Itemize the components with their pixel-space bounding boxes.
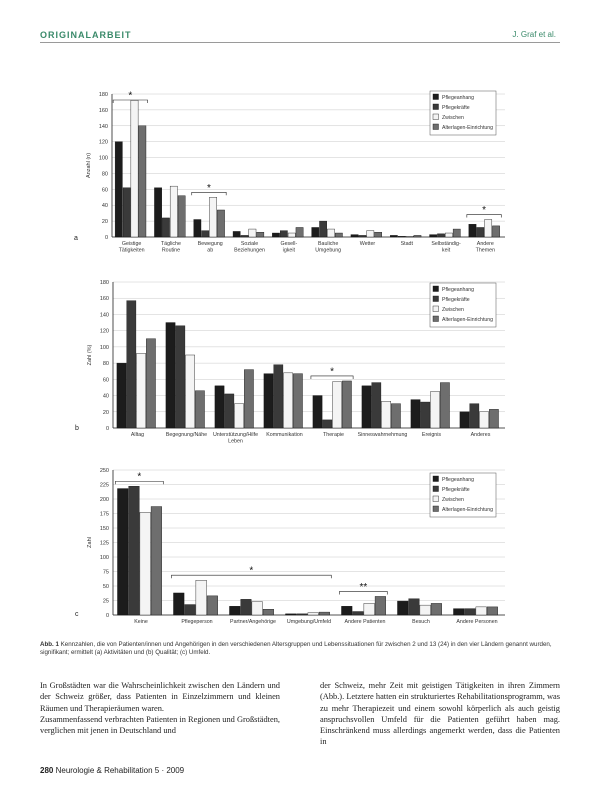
bar [397, 601, 408, 615]
bar [375, 232, 382, 237]
bar [476, 607, 487, 615]
bar [166, 323, 175, 428]
bar [319, 612, 330, 615]
y-tick-label: 20 [102, 409, 109, 416]
bar [409, 599, 420, 615]
bar [470, 404, 479, 428]
bar [178, 196, 185, 237]
bar [406, 236, 413, 237]
bar [469, 224, 476, 237]
bar [477, 227, 484, 237]
bar [367, 231, 374, 237]
x-tick-label: ab [207, 247, 214, 254]
bar [411, 400, 420, 428]
y-tick-label: 60 [101, 187, 108, 194]
bar [244, 370, 253, 428]
body-column-left [40, 680, 280, 736]
body-paragraph: der Schweiz, mehr Zeit mit geistigen Tätigkeiten in ihren Zimmern (Abb.). Letztere hatten ein strukturiertes Rehabilitationsprogramm, was zu mehr Therapiezeit und einem sowohl körperlich als auch geistig anspruchsvollen Umfeld für die Patienten geführt haben mag. Einschränkend muss allerdings angemerkt werden, dass die Patienten in [320, 681, 560, 747]
panel-letter: b [75, 425, 79, 432]
legend-swatch [433, 104, 439, 110]
x-tick-label: Geistige [121, 241, 142, 247]
bar [341, 606, 352, 615]
bar [131, 100, 138, 237]
significance-marker: * [330, 366, 334, 378]
bar [151, 507, 162, 615]
panel-letter: c [75, 611, 79, 618]
x-tick-label: Pflegeperson [181, 619, 213, 625]
bar [293, 374, 302, 428]
bar [217, 210, 224, 237]
y-tick-label: 250 [99, 468, 109, 474]
bar [146, 339, 155, 428]
bar [312, 227, 319, 237]
bar [186, 355, 195, 428]
bar [225, 394, 234, 428]
bar [140, 512, 151, 615]
x-tick-label: Bauliche [317, 241, 339, 247]
legend-swatch [433, 114, 439, 120]
running-author: J. Graf et al. [512, 30, 556, 39]
x-tick-label: Leben [228, 438, 243, 445]
bar [162, 218, 169, 237]
bar [176, 326, 185, 428]
bar [263, 609, 274, 615]
bar [320, 221, 327, 237]
x-tick-label: Selbständig- [431, 241, 461, 247]
y-axis-label: Zahl (%) [87, 344, 93, 366]
bar [382, 401, 391, 428]
significance-marker: * [207, 182, 211, 194]
significance-marker: * [128, 90, 133, 102]
bar [364, 603, 375, 615]
x-tick-label: Wetter [359, 241, 376, 247]
bar [375, 596, 386, 615]
legend-label: Pflegekräfte [442, 297, 470, 303]
x-tick-label: Gesell- [280, 241, 298, 247]
bar [465, 609, 476, 615]
bar [288, 233, 295, 237]
bar [115, 142, 122, 237]
x-tick-label: Routine [161, 247, 181, 254]
y-tick-label: 140 [98, 123, 108, 130]
x-tick-label: Beziehungen [234, 247, 266, 254]
y-tick-label: 120 [98, 139, 108, 146]
section-label: ORIGINALARBEIT [40, 30, 132, 40]
legend-label: Alterlagen-Einrichtung [442, 317, 494, 323]
legend-label: Alterlagen-Einrichtung [442, 125, 494, 131]
bar [280, 231, 287, 237]
caption-text: Kennzahlen, die von Patienten/innen und Angehörigen in den verschiedenen Altersgruppen und Lebenssituationen für zwischen 2 und 13 (24) in den vier Ländern genannt wurden, signifikant; ermittelt (a) Aktivitäten und (b) Qualität; (c) Umfeld. [40, 641, 552, 656]
bar [460, 412, 469, 428]
legend-swatch [433, 306, 439, 312]
bar [285, 614, 296, 615]
x-tick-label: Partner/Angehörige [230, 619, 276, 625]
x-tick-label: Unterstützung/Hilfe [212, 432, 259, 438]
bar [241, 235, 248, 237]
bar [421, 402, 430, 428]
legend-label: Pflegeanhang [442, 287, 475, 293]
x-tick-label: Bewegung [197, 241, 223, 247]
bar [194, 220, 201, 237]
y-tick-label: 60 [102, 377, 109, 384]
bar [485, 220, 492, 237]
chart-panel-b [0, 270, 600, 458]
bar [296, 227, 303, 237]
significance-marker: * [137, 471, 142, 483]
x-tick-label: Umgebung/Umfeld [286, 619, 332, 625]
bar [127, 301, 136, 428]
bar [372, 383, 381, 428]
y-tick-label: 180 [98, 92, 108, 98]
y-tick-label: 50 [102, 584, 109, 590]
y-tick-label: 225 [99, 482, 109, 489]
legend-swatch [433, 296, 439, 302]
significance-marker: * [482, 205, 487, 217]
y-tick-label: 0 [104, 235, 108, 241]
bar [492, 226, 499, 237]
bar [313, 396, 322, 428]
legend-swatch [433, 496, 439, 502]
legend-swatch [433, 486, 439, 492]
x-tick-label: igkeit [282, 247, 296, 254]
bar [437, 234, 444, 237]
x-tick-label: Tätigkeiten [118, 247, 145, 254]
x-tick-label: Themen [475, 247, 496, 254]
y-tick-label: 100 [98, 155, 108, 162]
y-tick-label: 0 [105, 613, 109, 619]
legend-label: Alterlagen-Einrichtung [442, 507, 494, 513]
bar [229, 606, 240, 615]
bar [327, 229, 334, 237]
bar [185, 605, 196, 615]
legend-label: Pflegekräfte [442, 105, 470, 111]
bar [233, 231, 240, 237]
chart-panel-a [0, 74, 600, 266]
x-tick-label: Sinneswahrnehmung [357, 432, 408, 438]
bar [123, 188, 130, 237]
legend-label: Pflegeanhang [442, 95, 475, 101]
x-tick-label: Alltag [130, 432, 145, 438]
bar [333, 382, 342, 428]
y-tick-label: 120 [99, 328, 109, 335]
x-tick-label: Ereignis [421, 432, 442, 438]
y-tick-label: 100 [99, 555, 109, 561]
y-tick-label: 125 [99, 540, 109, 547]
x-tick-label: Tägliche [160, 241, 181, 247]
bar [353, 612, 364, 615]
x-tick-label: Andere [476, 241, 494, 247]
y-tick-label: 160 [98, 107, 108, 114]
bar [173, 593, 184, 615]
bar [272, 233, 279, 237]
bar [351, 235, 358, 237]
legend-label: Zwischen [442, 497, 464, 503]
bar [453, 609, 464, 615]
x-tick-label: Anderes [470, 432, 491, 438]
legend-label: Zwischen [442, 307, 464, 313]
bar [431, 603, 442, 615]
bar [284, 373, 293, 428]
y-tick-label: 200 [99, 497, 109, 503]
y-tick-label: 140 [99, 312, 109, 319]
x-tick-label: Kommunikation [266, 432, 303, 438]
legend-swatch [433, 286, 439, 292]
legend-label: Pflegekräfte [442, 487, 470, 493]
significance-marker: * [249, 565, 254, 577]
bar [414, 235, 421, 237]
body-paragraph: In Großstädten war die Wahrscheinlichkeit zwischen den Ländern und der Schweiz größer, dass Patienten in Einzelzimmern und kleinen Räumen und Therapieräumen waren. [40, 681, 280, 713]
body-column-right [320, 680, 560, 748]
bar [391, 404, 400, 428]
y-tick-label: 100 [99, 344, 109, 351]
bar [420, 605, 431, 615]
y-tick-label: 40 [102, 393, 109, 400]
y-axis-label: Anzahl (n) [86, 152, 92, 179]
x-tick-label: Therapie [323, 432, 344, 438]
bar [202, 231, 209, 237]
x-tick-label: Andere Personen [456, 619, 498, 625]
x-tick-label: Stadt [400, 241, 413, 247]
body-paragraph: Zusammenfassend verbrachten Patienten in Regionen und Großstädten, verglichen mit jenen in Deutschland und [40, 714, 280, 736]
legend-swatch [433, 316, 439, 322]
bar [195, 391, 204, 428]
bar [207, 596, 218, 615]
bar [257, 232, 264, 237]
y-tick-label: 150 [99, 526, 109, 532]
bar [323, 420, 332, 428]
journal-name: Neurologie & Rehabilitation 5 · 2009 [55, 766, 185, 775]
bar [154, 188, 161, 237]
bar [235, 404, 244, 428]
bar [440, 383, 449, 428]
bar [274, 365, 283, 428]
bar [241, 599, 252, 615]
legend-label: Zwischen [442, 115, 464, 121]
bar [359, 235, 366, 237]
y-tick-label: 40 [101, 203, 108, 210]
bar [215, 386, 224, 428]
bar [453, 229, 460, 237]
x-tick-label: Umgebung [315, 247, 342, 254]
x-tick-label: Begegnung/Nähe [165, 432, 208, 438]
bar [137, 353, 146, 428]
bar [431, 392, 440, 429]
bar [117, 363, 126, 428]
page-footer [40, 766, 184, 775]
bar [398, 236, 405, 237]
y-tick-label: 0 [105, 426, 109, 432]
bar [480, 412, 489, 428]
figure-caption [40, 641, 560, 657]
x-tick-label: keit [441, 247, 451, 254]
bar [489, 409, 498, 428]
bar [308, 613, 319, 615]
bar [209, 197, 216, 237]
bar [249, 229, 256, 237]
y-tick-label: 25 [102, 598, 109, 605]
bar [170, 186, 177, 237]
y-axis-label: Zahl [87, 537, 93, 548]
chart-panel-c [0, 462, 600, 632]
y-tick-label: 180 [99, 280, 109, 286]
bar [430, 235, 437, 237]
page-number: 280 [40, 766, 54, 775]
bar [117, 489, 128, 615]
legend-swatch [433, 124, 439, 130]
legend-swatch [433, 94, 439, 100]
bar [264, 374, 273, 428]
bar [342, 381, 351, 428]
x-tick-label: Soziale [240, 241, 259, 247]
bar [252, 602, 263, 615]
x-tick-label: Andere Patienten [344, 619, 386, 625]
bar [362, 386, 371, 428]
bar [129, 486, 140, 615]
significance-marker: ** [359, 581, 368, 593]
bar [297, 614, 308, 615]
bar [139, 126, 146, 237]
legend-label: Pflegeanhang [442, 477, 475, 483]
x-tick-label: Besuch [412, 619, 430, 625]
bar [487, 607, 498, 615]
x-tick-label: Keine [134, 619, 148, 625]
y-tick-label: 175 [99, 511, 109, 518]
y-tick-label: 20 [101, 219, 108, 226]
y-tick-label: 160 [99, 296, 109, 303]
panel-letter: a [74, 235, 78, 242]
caption-label: Abb. 1 [40, 641, 59, 648]
legend-swatch [433, 476, 439, 482]
y-tick-label: 80 [101, 171, 108, 178]
legend-swatch [433, 506, 439, 512]
bar [390, 235, 397, 237]
bar [445, 233, 452, 237]
y-tick-label: 75 [102, 569, 109, 576]
header-rule [40, 42, 560, 43]
bar [335, 233, 342, 237]
bar [196, 580, 207, 615]
y-tick-label: 80 [102, 361, 109, 368]
